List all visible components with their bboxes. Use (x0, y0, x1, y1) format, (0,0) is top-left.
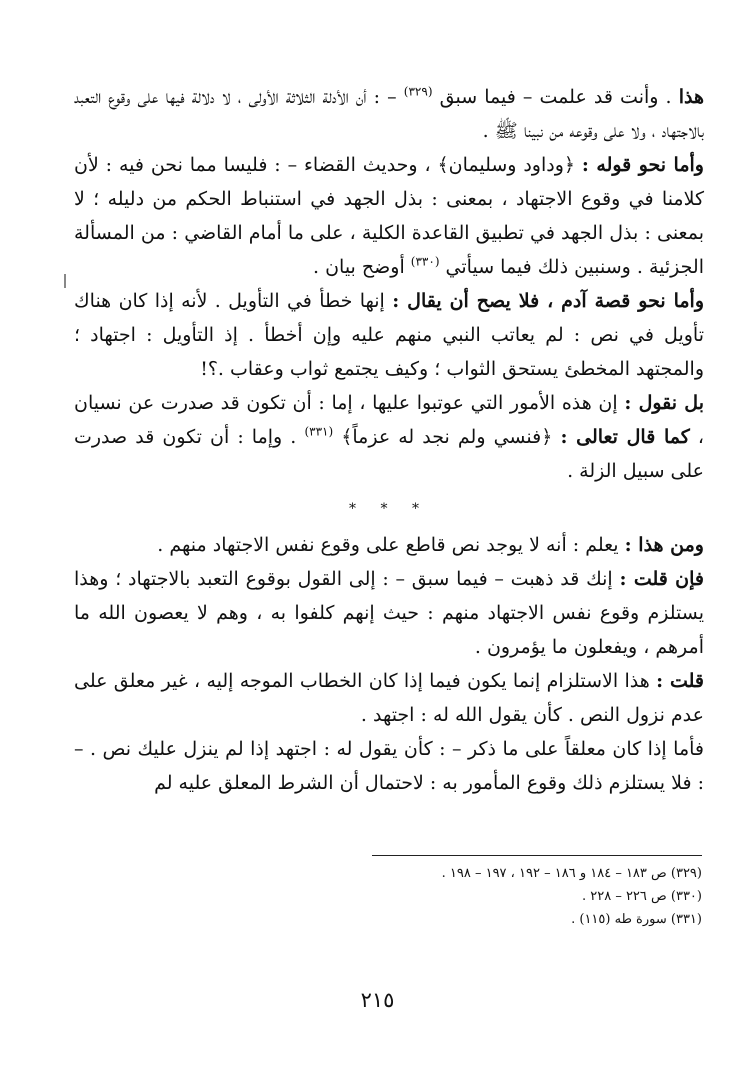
paragraph-1-lead: هذا (678, 86, 704, 108)
paragraph-3-text-a: إنها خطأ في التأويل . لأنه إذا كان هناك تأويل في نص : لم يعاتب النبي منهم عليه وإن أخطأ . إذ التأويل : اجتهاد ؛ والمجتهد المخطئ يستحق الثواب ؛ وكيف يجتمع ثواب وعقاب .؟! (74, 290, 704, 380)
paragraph-7-lead: قلت : (656, 670, 704, 692)
margin-mark (64, 274, 66, 288)
paragraph-5-text-a: يعلم : أنه لا يوجد نص قاطع على وقوع نفس الاجتهاد منهم . (157, 534, 619, 556)
paragraph-2 (74, 148, 704, 284)
paragraph-4-text-a: إن هذه الأمور التي عوتبوا عليها ، إما : أن تكون قد صدرت عن نسيان ، (74, 392, 705, 448)
paragraph-1-text-b: – : أن الأدلة الثلاثة الأولى ، لا دلالة فيها على وقوع التعبد بالاجتهاد ، ولا على وقوعه من نبينا ﷺ . (74, 86, 704, 142)
paragraph-6-text-a: إنك قد ذهبت – فيما سبق – : إلى القول بوقوع التعبد بالاجتهاد ؛ وهذا يستلزم وقوع نفس الاجتهاد منهم : حيث إنهم كلفوا به ، وهم لا يعصون الله ما أمرهم ، ويفعلون ما يؤمرون . (74, 568, 704, 658)
paragraph-2-text-a: ﴿وداود وسليمان﴾ ، وحديث القضاء – : فليسا مما نحن فيه : لأن كلامنا في وقوع الاجتهاد ، بمعنى : بذل الجهد في استنباط الحكم من دليله ؛ لا بمعنى : بذل الجهد في تطبيق القاعدة الكلية ، على ما أمام القاضي : من المسألة الجزئية . وسنبين ذلك فيما سيأتي (74, 154, 704, 278)
paragraph-4-lead: بل نقول : (624, 392, 704, 414)
paragraph-4-lead-2: كما قال تعالى : (560, 426, 690, 448)
section-separator: * * * (349, 501, 429, 517)
paragraph-6 (74, 562, 704, 664)
footnote-ref-329[interactable]: (٣٢٩) (403, 84, 433, 99)
footnote-divider (372, 855, 702, 856)
footnote-ref-330[interactable]: (٣٣٠) (410, 254, 440, 269)
page-number: ٢١٥ (360, 988, 395, 1012)
paragraph-3-lead: وأما نحو قصة آدم ، فلا يصح أن يقال : (392, 290, 704, 312)
paragraph-6-lead: فإن قلت : (619, 568, 704, 590)
footnote-330: (٣٣٠) ص ٢٢٦ – ٢٢٨ . (581, 889, 702, 904)
footnote-ref-331[interactable]: (٣٣١) (304, 424, 334, 439)
paragraph-5-lead: ومن هذا : (624, 534, 704, 556)
paragraph-4-text-c: . وإما : أن تكون قد صدرت على سبيل الزلة . (74, 426, 704, 482)
paragraph-5 (74, 528, 704, 562)
paragraph-1-text-a: . وأنت قد علمت – فيما سبق (439, 86, 672, 108)
paragraph-3 (74, 284, 704, 386)
paragraph-4-text-b: ﴿فنسي ولم نجد له عزماً﴾ (341, 426, 553, 448)
paragraph-8-text-a: فأما إذا كان معلقاً على ما ذكر – : كأن يقول له : اجتهد إذا لم ينزل عليك نص . – : فلا يستلزم ذلك وقوع المأمور به : لاحتمال أن الشرط المعلق عليه لم (74, 738, 704, 794)
paragraph-7 (74, 664, 704, 732)
footnote-329: (٣٢٩) ص ١٨٣ – ١٨٤ و ١٨٦ – ١٩٢ ، ١٩٧ – ١٩٨ . (441, 866, 702, 881)
paragraph-4 (74, 386, 704, 488)
paragraph-7-text-a: هذا الاستلزام إنما يكون فيما إذا كان الخطاب الموجه إليه ، غير معلق على عدم نزول النص . كأن يقول الله له : اجتهد . (74, 670, 704, 726)
footnotes (372, 862, 702, 931)
paragraph-2-text-b: أوضح بيان . (313, 256, 405, 278)
paragraph-2-lead: وأما نحو قوله : (581, 154, 704, 176)
footnote-331: (٣٣١) سورة طه (١١٥) . (571, 912, 702, 927)
paragraph-1 (74, 80, 704, 148)
paragraph-8 (74, 732, 704, 800)
main-text (74, 80, 704, 800)
